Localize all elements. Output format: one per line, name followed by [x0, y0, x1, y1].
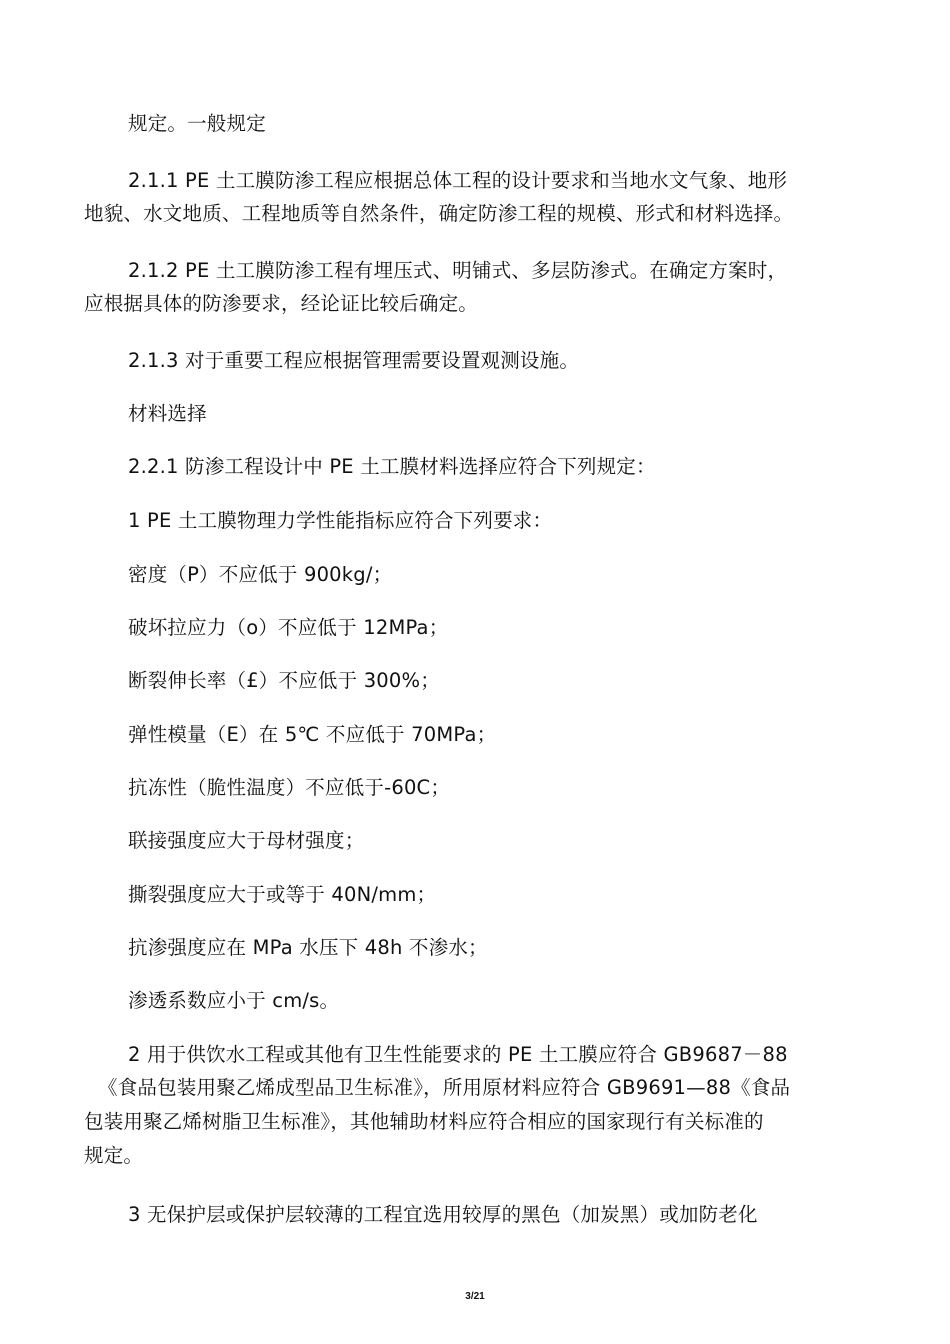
text-line: 破坏拉应力（o）不应低于 12MPa；: [128, 616, 449, 639]
text-line: 撕裂强度应大于或等于 40N/mm；: [128, 883, 437, 906]
text-line: 规定。: [84, 1144, 144, 1167]
text-line: 应根据具体的防渗要求，经论证比较后确定。: [84, 292, 479, 315]
text-line: 1 PE 土工膜物理力学性能指标应符合下列要求：: [128, 509, 553, 532]
text-line: 抗渗强度应在 MPa 水压下 48h 不渗水；: [128, 936, 488, 959]
text-line: 2.1.2 PE 土工膜防渗工程有埋压式、明铺式、多层防渗式。在确定方案时，: [128, 259, 788, 282]
text-line: 材料选择: [128, 402, 207, 425]
text-line: 2.1.1 PE 土工膜防渗工程应根据总体工程的设计要求和当地水文气象、地形: [128, 169, 788, 192]
text-line: 断裂伸长率（£）不应低于 300%；: [128, 669, 440, 692]
text-line: 联接强度应大于母材强度；: [128, 829, 365, 852]
text-line: 2 用于供饮水工程或其他有卫生性能要求的 PE 土工膜应符合 GB9687－88: [128, 1043, 788, 1066]
text-line: 地貌、水文地质、工程地质等自然条件，确定防渗工程的规模、形式和材料选择。: [84, 202, 794, 225]
text-line: 渗透系数应小于 cm/s。: [128, 989, 340, 1012]
page-number: 3/21: [465, 1291, 485, 1302]
text-line: 包装用聚乙烯树脂卫生标准》，其他辅助材料应符合相应的国家现行有关标准的: [84, 1110, 764, 1133]
text-line: 弹性模量（E）在 5℃ 不应低于 70MPa；: [128, 723, 497, 746]
text-line: 抗冻性（脆性温度）不应低于-60C；: [128, 776, 451, 799]
text-line: 2.1.3 对于重要工程应根据管理需要设置观测设施。: [128, 349, 580, 372]
text-line: 密度（P）不应低于 900kg/；: [128, 563, 393, 586]
text-line: 2.2.1 防渗工程设计中 PE 土工膜材料选择应符合下列规定：: [128, 455, 656, 478]
text-line: 规定。一般规定: [128, 112, 266, 135]
text-line: 3 无保护层或保护层较薄的工程宜选用较厚的黑色（加炭黑）或加防老化: [128, 1203, 758, 1226]
text-line: 《食品包装用聚乙烯成型品卫生标准》，所用原材料应符合 GB9691—88《食品: [98, 1076, 791, 1099]
